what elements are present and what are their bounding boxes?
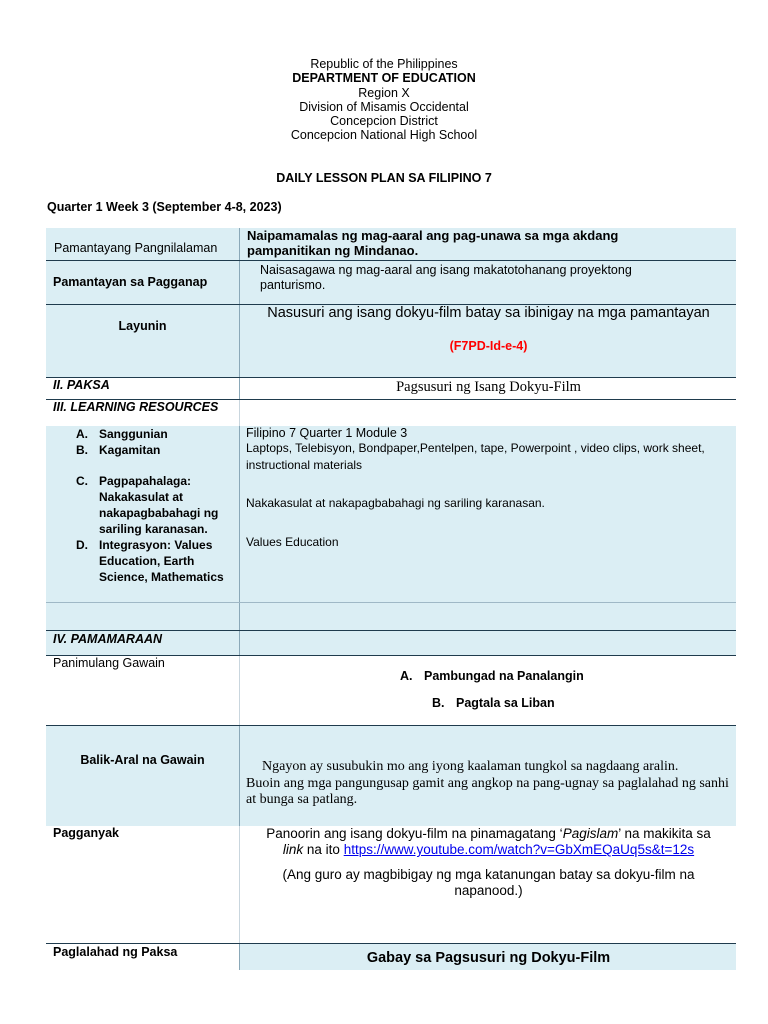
label-pagganyak: Pagganyak — [53, 826, 120, 840]
header-division: Division of Misamis Occidental — [299, 99, 469, 114]
header-school: Concepcion National High School — [290, 128, 478, 143]
kagamitan-value: Laptops, Telebisyon, Bondpaper,Pentelpen, tape, Powerpoint , video clips, work sheet, instructional materials — [246, 441, 705, 472]
competency-code: (F7PD-Id-e-4) — [449, 339, 528, 353]
balik-aral-line2: Buoin ang mga pangungusap gamit ang angkop na pang-ugnay sa paglalahad ng sanhi at bunga sa patlang. — [246, 776, 729, 807]
youtube-link[interactable]: https://www.youtube.com/watch?v=GbXmEQaUq5s&t=12s — [343, 842, 695, 857]
sanggunian-value: Filipino 7 Quarter 1 Module 3 — [246, 426, 408, 440]
content-paglalahad: Gabay sa Pagsusuri ng Dokyu-Film — [366, 950, 611, 966]
film-title: Pagislam — [562, 826, 619, 841]
label-learning-resources: III. LEARNING RESOURCES — [53, 400, 219, 414]
panimulang-item: B. Pagtala sa Liban — [432, 696, 555, 710]
header-republic: Republic of the Philippines — [310, 57, 458, 71]
resources-list — [46, 426, 239, 585]
row-pamamaraan — [46, 630, 736, 656]
content-layunin: Nasusuri ang isang dokyu-film batay sa ibinigay na mga pamantayan — [267, 305, 710, 321]
row-paglalahad — [46, 944, 736, 970]
row-blank — [46, 602, 736, 630]
row-panimulang-gawain — [46, 656, 736, 726]
label-paksa: II. PAKSA — [53, 378, 110, 392]
label-paglalahad: Paglalahad ng Paksa — [53, 945, 178, 959]
row-learning-resources — [46, 399, 736, 426]
row-pamantayang-pangnilalaman — [46, 228, 736, 260]
header-region: Region X — [358, 85, 410, 100]
row-pagganyak — [46, 826, 736, 944]
row-pamantayan-sa-pagganap — [46, 260, 736, 304]
content-pamantayang-pangnilalaman: Naipamamalas ng mag-aaral ang pag-unawa sa mga akdang pampanitikan ng Mindanao. — [247, 228, 619, 258]
row-balik-aral — [46, 726, 736, 826]
row-resources — [46, 426, 736, 602]
resource-item: B. Kagamitan — [76, 443, 161, 457]
header-department: DEPARTMENT OF EDUCATION — [292, 71, 476, 86]
balik-aral-line1: Ngayon ay susubukin mo ang iyong kaalaman tungkol sa nagdaang aralin. — [262, 759, 679, 774]
quarter-week: Quarter 1 Week 3 (September 4-8, 2023) — [47, 200, 282, 214]
label-pamantayan-sa-pagganap: Pamantayan sa Pagganap — [53, 275, 208, 289]
resource-item: D. Integrasyon: Values Education, Earth Science, Mathematics — [76, 538, 224, 584]
content-pamantayan-sa-pagganap: Naisasagawa ng mag-aaral ang isang makatotohanang proyektong panturismo. — [260, 263, 632, 292]
panimulang-item: A. Pambungad na Panalangin — [400, 669, 584, 683]
pagganyak-instruction: Panoorin ang isang dokyu-film na pinamagatang ‘Pagislam’ na makikita sa link na ito https://www.youtube.com/watch?v=GbXmEQaUq5s&t=12s — [266, 826, 711, 857]
label-pamamaraan: IV. PAMAMARAAN — [53, 632, 163, 646]
resource-item: A. Sanggunian — [76, 427, 168, 441]
resource-item: C. Pagpapahalaga: Nakakasulat at nakapagbabahagi ng sariling karanasan. — [76, 474, 219, 536]
header-district: Concepcion District — [330, 114, 438, 129]
row-paksa — [46, 377, 736, 399]
document-title: DAILY LESSON PLAN SA FILIPINO 7 — [276, 171, 492, 185]
label-pamantayang-pangnilalaman: Pamantayang Pangnilalaman — [54, 241, 218, 255]
pagganyak-note: (Ang guro ay magbibigay ng mga katanungan batay sa dokyu-film na napanood.) — [282, 867, 695, 898]
label-balik-aral: Balik-Aral na Gawain — [80, 753, 205, 767]
content-paksa: Pagsusuri ng Isang Dokyu-Film — [396, 379, 581, 395]
row-layunin — [46, 304, 736, 377]
pagpapahalaga-value: Nakakasulat at nakapagbabahagi ng sariling karanasan. — [246, 496, 545, 510]
document-header — [0, 57, 768, 143]
integrasyon-value: Values Education — [246, 535, 339, 549]
label-panimulang-gawain: Panimulang Gawain — [53, 656, 165, 670]
label-layunin: Layunin — [118, 319, 167, 333]
